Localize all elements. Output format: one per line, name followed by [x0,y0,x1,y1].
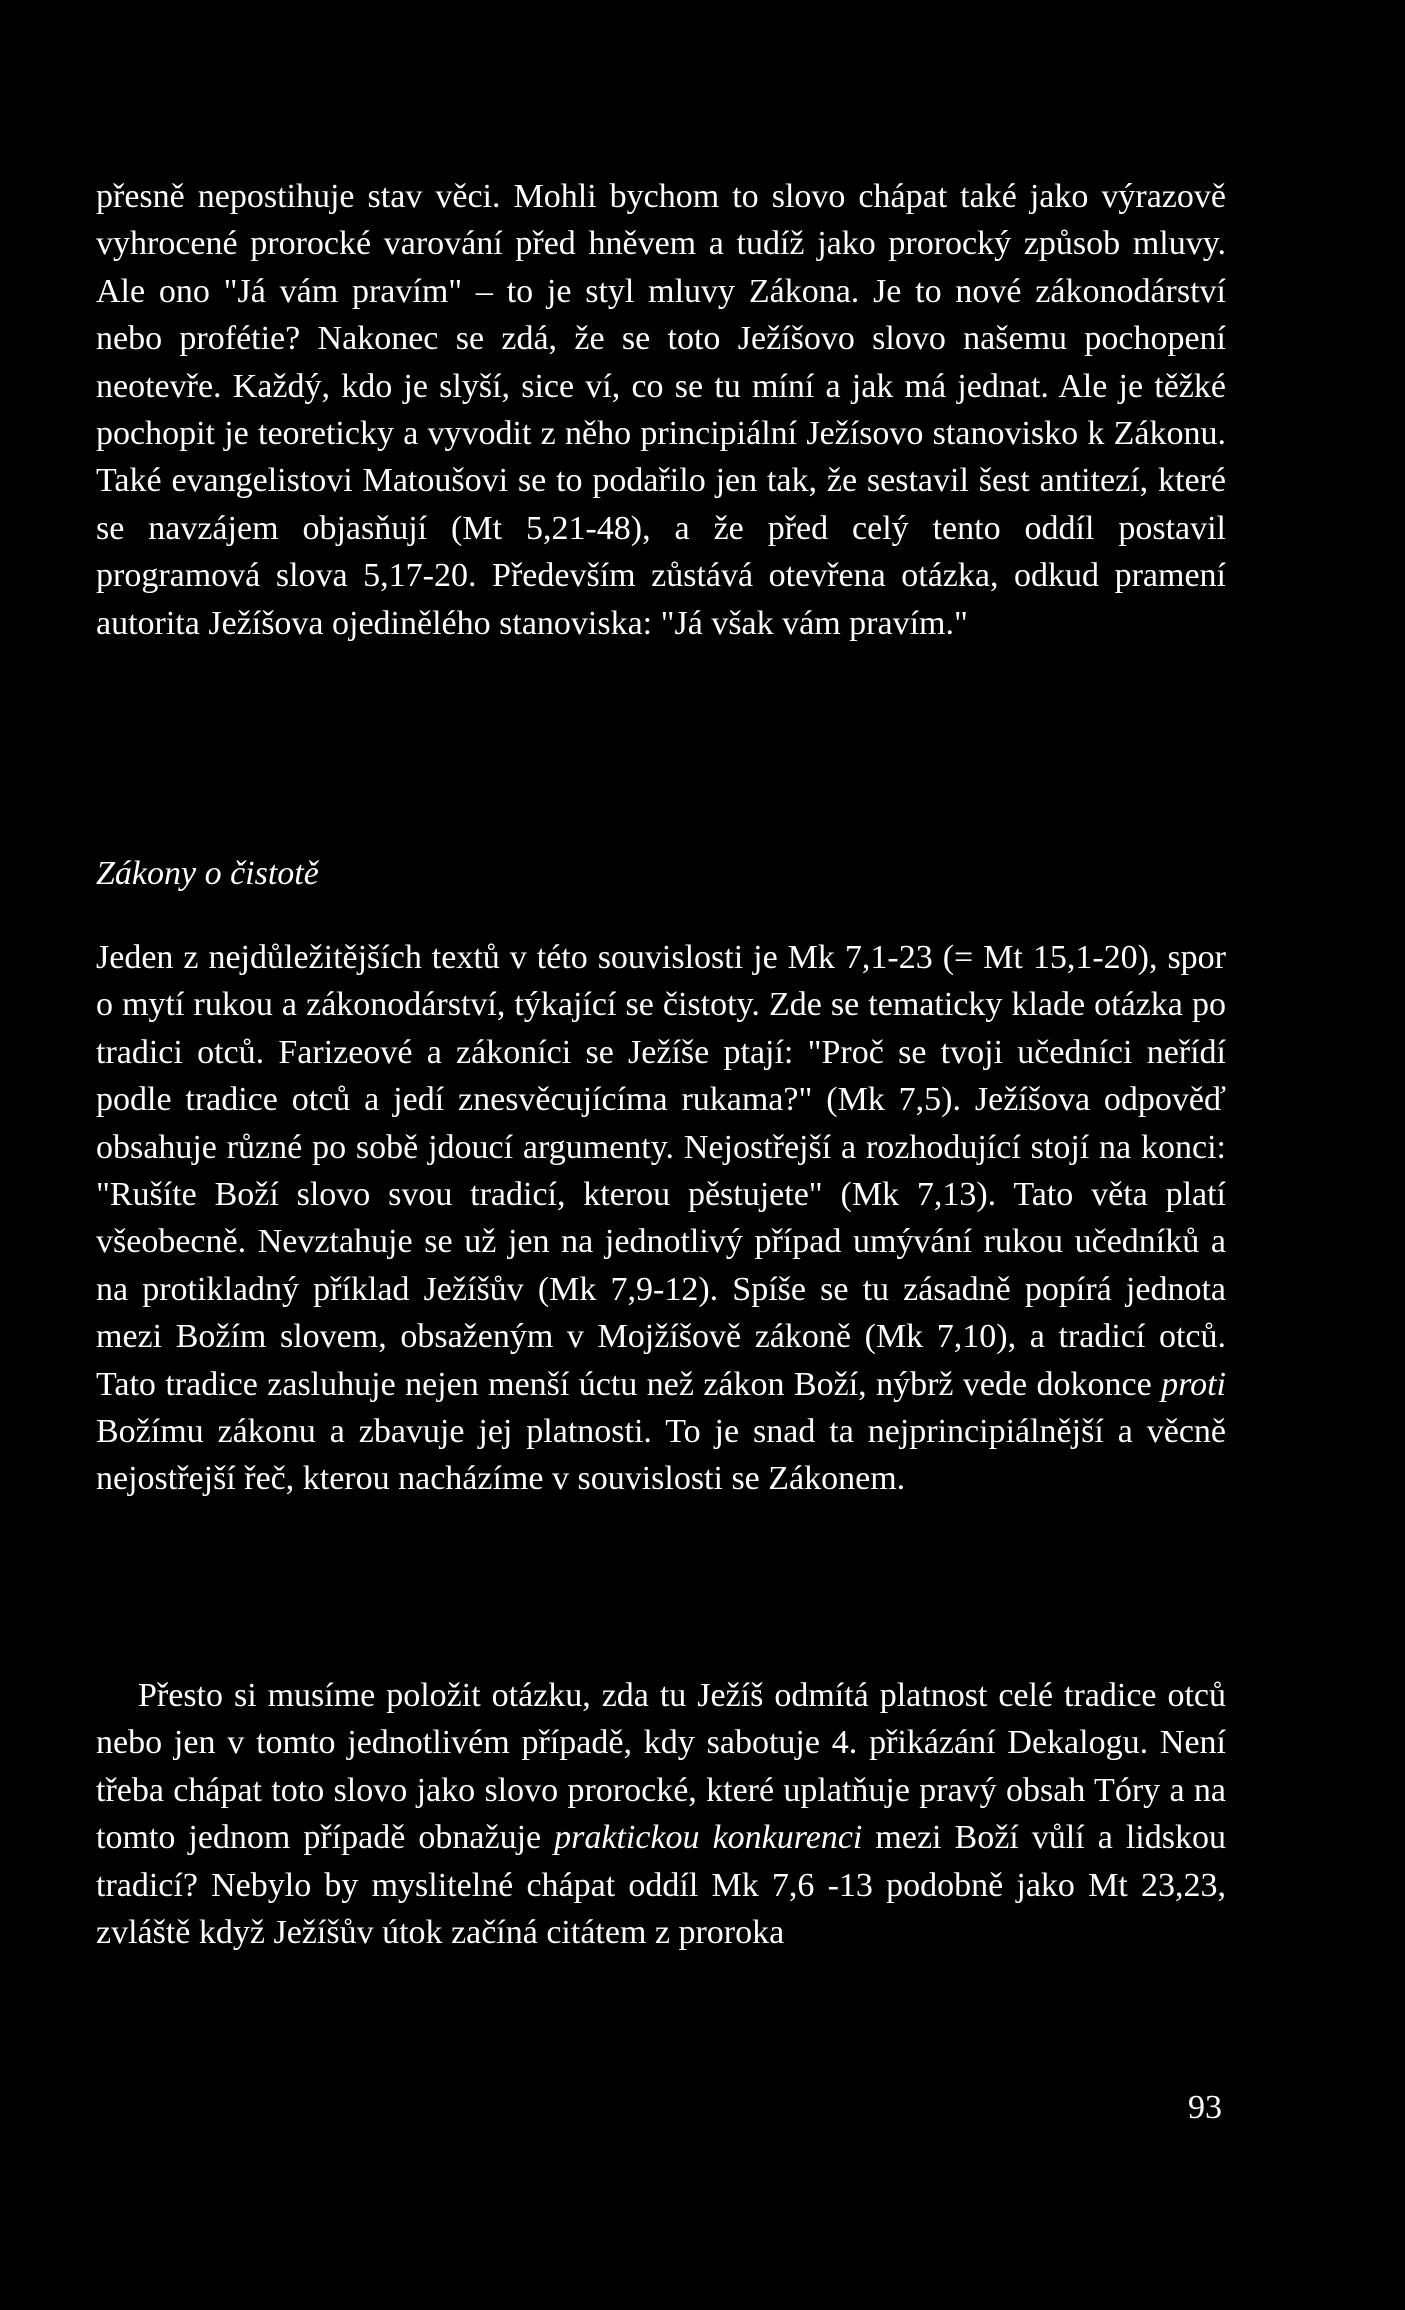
page-number: 93 [1188,2089,1222,2126]
paragraph-3-emphasis: praktickou konkurenci [554,1819,863,1857]
body-paragraph-1: přesně nepostihuje stav věci. Mohli bychom to slovo chápat také jako výrazově vyhrocené prorocké varování před hněvem a tudíž jako prorocký způsob mluvy. Ale ono "Já vám pravím" – to je styl mluvy Zákona. Je to nové zákonodárství nebo profétie? Nakonec se zdá, že se toto Ježíšovo slovo našemu pochopení neotevře. Každý, kdo je slyší, sice ví, co se tu míní a jak má jednat. Ale je těžké pochopit je teoreticky a vyvodit z něho principiální Ježísovo stanovisko k Zákonu. Také evangelistovi Matoušovi se to podařilo jen tak, že sestavil šest antitezí, které se navzájem objasňují (Mt 5,21-48), a že před celý tento oddíl postavil programová slova 5,17-20. Především zůstává otevřena otázka, odkud pramení autorita Ježíšova ojedinělého stanoviska: "Já však vám pravím." [96,178,1226,642]
paragraph-3-text-start: Přesto si musíme položit otázku, zda tu Ježíš odmítá platnost celé tradice otců nebo jen v tomto jednotlivém případě, kdy sabotuje 4. přikázání Dekalogu. Není třeba chápat toto slovo jako slovo prorocké, které uplatňuje pravý obsah Tóry a na tomto jednom případě obnažuje [96,1677,1226,1857]
paragraph-2-text-start: Jeden z nejdůležitějších textů v této souvislosti je Mk 7,1-23 (= Mt 15,1-20), spor o mytí rukou a zákonodárství, týkající se čistoty. Zde se tematicky klade otázka po tradici otců. Farizeové a zákoníci se Ježíše ptají: "Proč se tvoji učedníci neřídí podle tradice otců a jedí znesvěcujícíma rukama?" (Mk 7,5). Ježíšova odpověď obsahuje různé po sobě jdoucí argumenty. Nejostřejší a rozhodující stojí na konci: "Rušíte Boží slovo svou tradicí, kterou pěstujete" (Mk 7,13). Tato věta platí všeobecně. Nevztahuje se už jen na jednotlivý případ umývání rukou učedníků a na protikladný příklad Ježíšův (Mk 7,9-12). Spíše se tu zásadně popírá jednota mezi Božím slovem, obsaženým v Mojžíšově zákoně (Mk 7,10), a tradicí otců. Tato tradice zasluhuje nejen menší úctu než zákon Boží, nýbrž vede dokonce [96,939,1226,1403]
paragraph-2-emphasis: proti [1161,1365,1226,1403]
paragraph-2-text-end: Božímu zákonu a zbavuje jej platnosti. To je snad ta nejprincipiálnější a věcně nejostřejší řeč, kterou nacházíme v souvislosti se Zákonem. [96,1413,1226,1498]
body-paragraph-2 [96,934,1226,1503]
section-heading: Zákony o čistotě [96,855,319,892]
body-paragraph-3 [96,1672,1226,1956]
paragraph-3-text-end: mezi Boží vůlí a lidskou tradicí? Nebylo by myslitelné chápat oddíl Mk 7,6 -13 podobně jako Mt 23,23, zvláště když Ježíšův útok začíná citátem z proroka [96,1819,1226,1952]
